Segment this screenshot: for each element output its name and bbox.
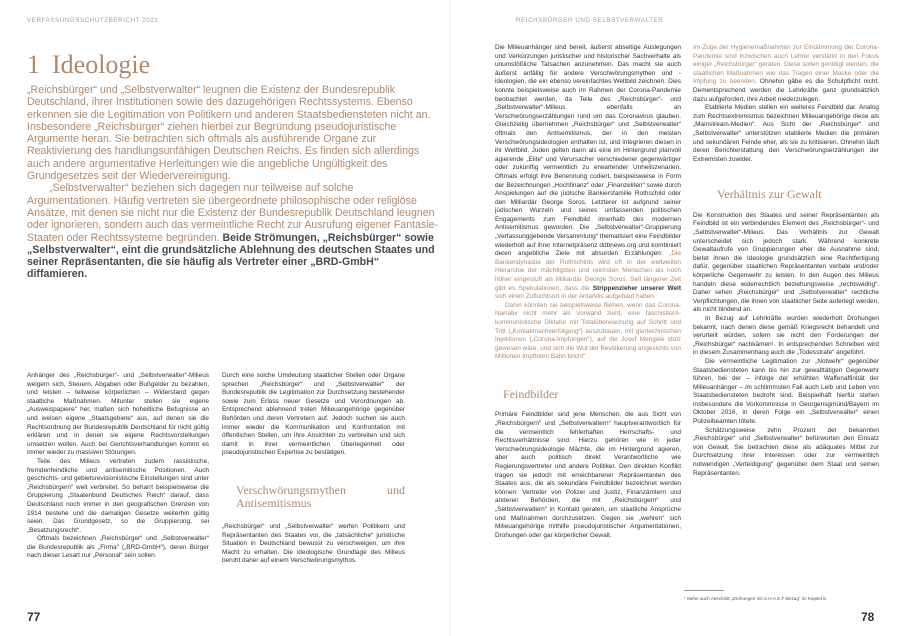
intro-text (27, 84, 439, 281)
section-heading-verschwoerung: Verschwörungsmythen und Antisemitismus (236, 482, 405, 511)
page-number-left: 77 (27, 610, 41, 624)
left-column-2 (222, 372, 405, 566)
body-paragraph: In Bezug auf Lehrkräfte wurden wiederholt Drohungen bekannt, nach denen diese gemäß Kriegsrecht behandelt und verurteilt würden, sofern sie nicht den Forderungen der „Reichsbürger“ nachkämen¹. In entsprechenden Schreiben wird in diesem Zusammenhang auch die „Todesstrafe“ angeführt. (693, 314, 879, 357)
footnote: ¹ Siehe auch Abschnitt „Drohungen mit S.H.A.E.F-Bezug“ im Kapitel 5. (684, 596, 827, 601)
body-paragraph: „Reichsbürger“ und „Selbstverwalter“ werfen Politikern und Repräsentanten des Staates vor, die „tatsächliche“ juristische Situation in Deutschland bewusst zu verschweigen, um ihre Macht zu erhalten. Die ideologische Grundlage des Milieus beruht daher auf einem Verschwörungsmythos. (222, 522, 405, 565)
chapter-title (27, 50, 150, 80)
intro-paragraph-2 (27, 182, 439, 280)
chapter-number: 1 (27, 50, 40, 79)
body-paragraph: Oftmals bezeichnen „Reichsbürger“ und „Selbstverwalter“ die Bundesrepublik als „Firma“ („BRD-GmbH“), deren Bürger nach dieser Lesart nur „Personal“ sein sollen. (27, 535, 209, 560)
body-text: Ohnehin gäbe es die Schulpflicht nicht. Dementsprechend werden die Lehrkräfte ganz grundsätzlich dazu aufgefordert, ihre Arbeit niederzulegen. (693, 78, 879, 103)
left-column-1 (27, 372, 209, 561)
section-heading-gewalt: Verhältnis zur Gewalt (717, 187, 822, 202)
intro-paragraph-2-plain: „Selbstverwalter“ beziehen sich dagegen nur teilweise auf solche Argumentationen. Häufig vertreten sie übergeordnete philosophische oder religiöse Ansätze, mit denen sie nicht nur die Existenz der Bundesrepublik Deutschland leugnen oder ignorieren, sondern auch das vermeintliche Recht zur Ausrufung eigener Fantasie-Staaten oder Rechtssysteme begründen. (27, 182, 439, 244)
running-head-left: VERFASSUNGSSCHUTZBERICHT 2021 (27, 17, 159, 24)
body-paragraph: Primäre Feindbilder sind jene Menschen, die aus Sicht von „Reichsbürgern“ und „Selbstverwaltern“ hauptverantwortlich für die vermeintlich fehlerhaften Herrschafts- und Rechtsverhältnisse sind. Hierzu gehören wie in jeder Verschwörungsideologie Mächte, die im Hintergrund agieren, aber auch politisch direkt Verantwortliche wie Regierungsvertreter und andere Politiker. Den direkten Konflikt tragen sie jedoch mit erreichbareren Repräsentanten des Staates aus, die als sekundäre Feindbilder bezeichnet werden können: Vertreter von Polizei und Justiz, Finanzämtern und anderen Behörden, die mit „Reichsbürgern“ und „Selbstverwaltern“ in Kontakt geraten, um staatliche Ansprüche und Maßnahmen durchzusetzen. Gegen sie „wehren“ sich Milieuangehörige mithilfe pseudojuristischer Argumentationen, Drohungen oder gar körperlicher Gewalt. (495, 411, 681, 539)
quote-text: sich einen Zufluchtsort in der Antarktis aufgebaut haben. (495, 293, 656, 301)
quote-text: Im Zuge der Hygienemaßnahmen zur Eindämmung der Corona-Pandemie sind inzwischen auch Lehrer verstärkt in den Fokus einiger „Reichsbürger“ geraten. Diese sollen genötigt werden, die staatlichen Maßnahmen wie das Tragen einer Maske oder die Impfung zu beenden. (693, 44, 879, 86)
body-text: Die Milieuanhänger sind bereit, äußerst abseitige Auslegungen und Verkürzungen juristischer und historischer Sachverhalte als unumstößliche Tatsachen anzunehmen. Das macht sie auch äußerst anfällig für andere Verschwörungsmythen und -ideologien, die ein ebenso vereinfachtes Weltbild zeichnen. Dies konnte beispielsweise auch im Rahmen der Corona-Pandemie beobachtet werden, da Teile des „Reichsbürger“- und „Selbstverwalter“-Milieus ebenfalls an Verschwörungserzählungen rund um das Coronavirus glauben. Gleichzeitig übernehmen „Reichsbürger“ und „Selbstverwalter“ oftmals den Antisemitismus, der in den meisten Verschwörungsideologien enthalten ist, und integrieren diesen in ihr Weltbild. Juden gelten dann als eine im Hintergrund planvoll agierende „Elite“ und Verursacher verschiedener gegenwärtiger oder zukünftig vermeintlich zu erwartender Unheilszenarien. Oftmals erfolgt ihre Benennung codiert, beispielsweise in Form der Bezeichnungen „Hochfinanz“ oder „Finanzeliten“ sowie durch Anspielungen auf die jüdische Bankiersfamilie Rothschild oder den Milliardär George Soros. Letzterer ist aufgrund seiner jüdischen Wurzeln und seines umfassenden politischen Engagements zum Feindbild innerhalb des modernen Antisemitismus geworden. Die „Selbstverwalter“-Gruppierung „Verfassunggebende Versammlung“ thematisiert eine Feindbilder wiederholt auf ihrer Internetpräsenz ddbnews.org und kombiniert deren angebliche Ziele mit absurden Erzählungen: (495, 44, 681, 258)
quote-emphasis: Strippenzieher unserer Welt (592, 284, 681, 292)
body-paragraph: Die vermeintliche Legitimation zur „Notwehr“ gegenüber Staatsbediensteten kann bis hin zur gewalttätigen Gegenwehr führen, bei der – infolge der erhöhten Waffenaffinität der Milieuanhänger – im schlimmsten Fall auch Leib und Leben von Staatsbediensteten bedroht sind. Beispielhaft hierfür stehen insbesondere die Vorkommnisse in Georgensgmünd/Bayern im Oktober 2016, in deren Folge ein „Selbstverwalter“ einen Polizeibeamten tötete. (693, 357, 879, 426)
right-page (450, 0, 900, 636)
body-paragraph: Die Konstruktion des Staates und seiner Repräsentanten als Feindbild ist ein verbindendes Element des „Reichsbürger“- und „Selbstverwalter“-Milieus. Das Verhältnis zur Gewalt unterscheidet sich jedoch stark. Während konkrete Gewaltaufrufe von Gruppierungen eher die Ausnahme sind, bietet ihnen die Ideologie grundsätzlich eine Rechtfertigung dafür, gegenüber staatlichen Repräsentanten verbale und/oder körperliche Gegenwehr zu leisten. In den Augen des Milieus handeln diese widerrechtlich beziehungsweise „rechtswidrig“. Daher sehen „Reichsbürger“ und „Selbstverwalter“ rechtliche Verpflichtungen, die ihnen von staatlicher Seite auferlegt werden, als nicht bindend an. (693, 211, 879, 314)
quote-paragraph: Dahin könnten sie beispielsweise fliehen, wenn das Corona-Narrativ nicht mehr als Vorwand zieht, eine faschistisch-kommunistische Diktatur mit Totalüberwachung auf Schritt und Tritt („Kontaktnachverfolgung“) auszubauen, mit gentechnischen Injektionen („Corona-Impfungen“), auf die Josef Mengele stolz gewesen wäre, und sich die Wut der Bevölkerung angesichts von Millionen Impftoten Bahn bricht“ (495, 301, 681, 361)
running-head-right: REICHSBÜRGER UND SELBSTVERWALTER (516, 17, 664, 24)
right-column-1 (495, 44, 681, 540)
intro-paragraph-1: „Reichsbürger“ und „Selbstverwalter“ leugnen die Existenz der Bundesrepublik Deutschland, ihrer Institutionen sowie des dazugehörigen Rechtssystems. Ebenso erkennen sie die Legitimation von Politikern und anderen Staatsbediensteten nicht an. Insbesondere „Reichsbürger“ ziehen hierbei zur Begründung pseudojuristische Argumente heran. Sie betrachten sich oftmals als ausführende Organe zur Reaktivierung des handlungsunfähigen Deutschen Reichs. Es finden sich allerdings auch andere argumentative Herleitungen wie die angebliche Ungültigkeit des Grundgesetzes seit der Wiedervereinigung. (27, 84, 431, 183)
body-paragraph: Etablierte Medien stellen ein weiteres Feindbild dar. Analog zum Rechtsextremismus bezeichnen Milieuangehörige diese als „Mainstream-Medien“. Aus Sicht der „Reichsbürger“ und „Selbstverwalter“ unterstützen etablierte Medien die primären und sekundären Feinde eher, als sie zu kritisieren. Ohnehin läuft deren Berichterstattung den Verschwörungserzählungen der Extremisten zuwider. (693, 104, 879, 163)
body-paragraph: Anhänger des „Reichsbürger“- und „Selbstverwalter“-Milieus weigern sich, Steuern, Abgaben oder Bußgelder zu bezahlen, und leisten – teilweise körperlichen – Widerstand gegen staatliche Maßnahmen. Mitunter stellen sie eigene „Ausweispapiere“ her, maßen sich hoheitliche Befugnisse an und weisen eigene „Staatsgebiete“ aus, auf denen sie die Rechtsordnung der Bundesrepublik Deutschland für nicht gültig erklären und in denen sie eigene Rechtsvorstellungen umsetzen wollen. Auch bei Gerichtsverhandlungen kommt es immer wieder zu massiven Störungen. (27, 372, 209, 457)
right-column-2 (693, 44, 879, 478)
body-paragraph: Schätzungsweise zehn Prozent der bekannten „Reichsbürger“ und „Selbstverwalter“ befürworten den Einsatz von Gewalt. Sie betrachten diese als adäquates Mittel zur Durchsetzung ihrer Interessen oder zur vermeintlich notwendigen „Verteidigung“ gegenüber dem Staat und seinen Repräsentanten. (693, 426, 879, 477)
chapter-title-text: Ideologie (52, 50, 151, 79)
footnote-rule (684, 590, 724, 591)
body-paragraph: Teile des Milieus vertreten zudem rassistische, fremdenfeindliche und antisemitische Positionen. Auch geschichts- und gebietsrevisionistische Einstellungen sind unter „Reichsbürgern“ weit verbreitet. So beharrt beispielsweise die Gruppierung „Staatenbund Deutsches Reich“ darauf, dass Deutschland noch immer in den geografischen Grenzen von 1914 bestehe und die damaligen Gesetze weiterhin gültig seien. Das Grundgesetz, so die Gruppierung, sei „Besatzungsrecht“. (27, 457, 209, 534)
intro-paragraph-2-bold: Beide Strömungen, „Reichsbürger“ sowie „Selbstverwalter“, eint die grundsätzliche Ablehnung des deutschen Staates und seiner Repräsentanten, die sie häufig als Vertreter einer „BRD-GmbH“ diffamieren. (27, 231, 435, 281)
body-paragraph (693, 44, 879, 104)
body-paragraph: Durch eine solche Umdeutung staatlicher Stellen oder Organe sprechen „Reichsbürger“ und „Selbstverwalter“ der Bundesrepublik die Legitimation zur Durchsetzung bestehender sowie zum Erlass neuer Gesetze und Verordnungen ab. Entsprechend ablehnend treten Milieuangehörige gegenüber Behörden und deren Vertretern auf. Jedoch suchen sie auch immer wieder die Kommunikation und Konfrontation mit öffentlichen Stellen, um ihre Ansichten zu verbreiten und sich damit in ihrer vermeintlichen Überlegenheit oder pseudojuristischen Expertise zu bestätigen. (222, 372, 405, 457)
body-paragraph (495, 44, 681, 302)
section-heading-feindbilder: Feindbilder (503, 386, 559, 401)
page-number-right: 78 (861, 610, 875, 624)
quote-text: „Die Bankendynastie der Rothschilds wird oft in der weltweiten Hierarchie der mächtigsten und reichsten Menschen als noch höher eingestuft als Milliardär George Soros. Seit längerer Zeit gibt es Spekulationen, dass die (495, 250, 681, 292)
